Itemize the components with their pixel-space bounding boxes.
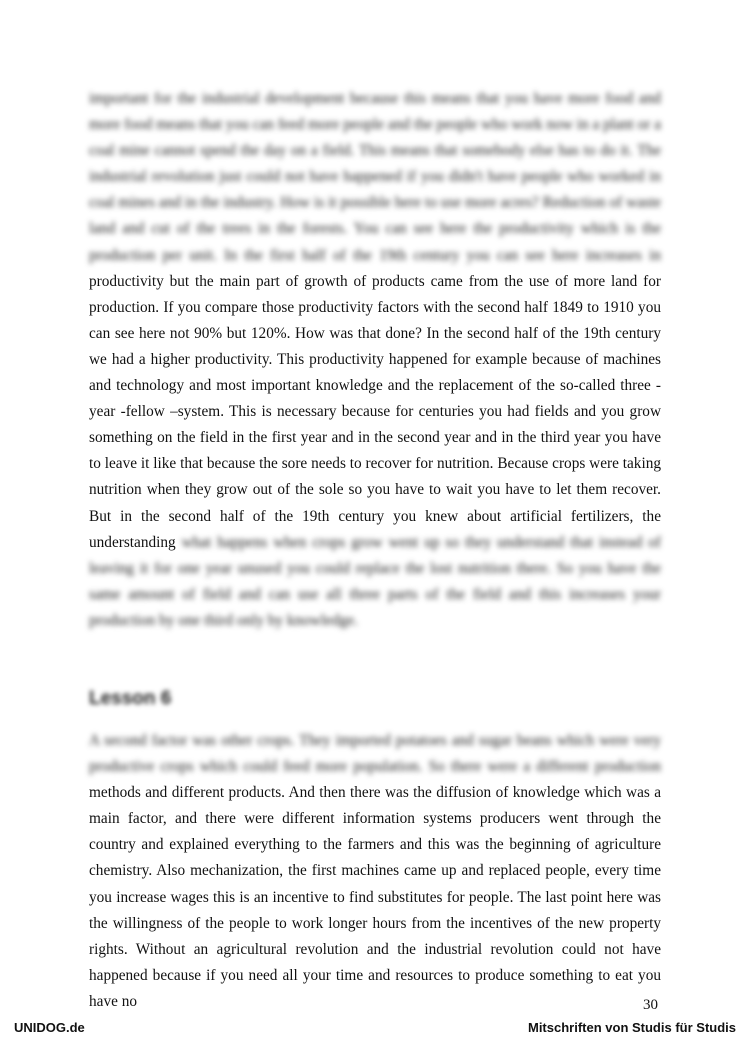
footer-tagline: Mitschriften von Studis für Studis — [527, 1020, 736, 1035]
blurred-text-middle: what happens when crops grow went up so they understand that instead of leaving it for one year unused you could replace the lost nutrition there. So you have the same amount of field and can use all three parts of the field and this increases your production by one third only by knowledge. — [89, 533, 661, 629]
blurred-text-lesson6: A second factor was other crops. They imported potatoes and sugar beans which were very productive crops which could feed more population. So there were a different production — [89, 732, 661, 776]
section-heading: Lesson 6 — [89, 688, 172, 709]
text-block-top — [89, 86, 661, 634]
page-number: 30 — [643, 997, 658, 1013]
footer-brand: UNIDOG.de — [14, 1020, 85, 1035]
text-block-lesson6 — [89, 728, 661, 1015]
clear-text-lesson6: methods and different products. And then there was the diffusion of knowledge which was a main factor, and there were different information systems producers went through the country and explained everything to the farmers and this was the beginning of agriculture chemistry. Also mechanization, the first machines came up and replaced people, every time you increase wages this is an incentive to find substitutes for people. The last point here was the willingness of the people to work longer hours from the incentives of the new property rights. Without an agricultural revolution and the industrial revolution could not have happened because if you need all your time and resources to produce something to eat you have no — [89, 784, 661, 1010]
blurred-text-top: important for the industrial development because this means that you have more food and more food means that you can feed more people and the people who work now in a plant or a coal mine cannot spend the day on a field. This means that somebody else has to do it. The industrial revolution just could not have happened if you didn't have people who worked in coal mines and in the industry. How is it possible here to use more acres? Reduction of waste land and cut of the trees in the forests. You can see here the productivity which is the production per unit. In the first half of the 19th century you can see here increases in — [89, 90, 661, 264]
clear-text-top: productivity but the main part of growth of products came from the use of more land for production. If you compare those productivity factors with the second half 1849 to 1910 you can see here not 90% but 120%. How was that done? In the second half of the 19th century we had a higher productivity. This productivity happened for example because of machines and technology and most important knowledge and the replacement of the so-called three - year -fellow –system. This is necessary because for centuries you had fields and you grow something on the field in the first year and in the second year and in the third year you have to leave it like that because the sore needs to recover for nutrition. Because crops were taking nutrition when they grow out of the sole so you have to wait you have to let them recover. But in the second half of the 19th century you knew about artificial fertilizers, the understanding — [89, 272, 661, 551]
